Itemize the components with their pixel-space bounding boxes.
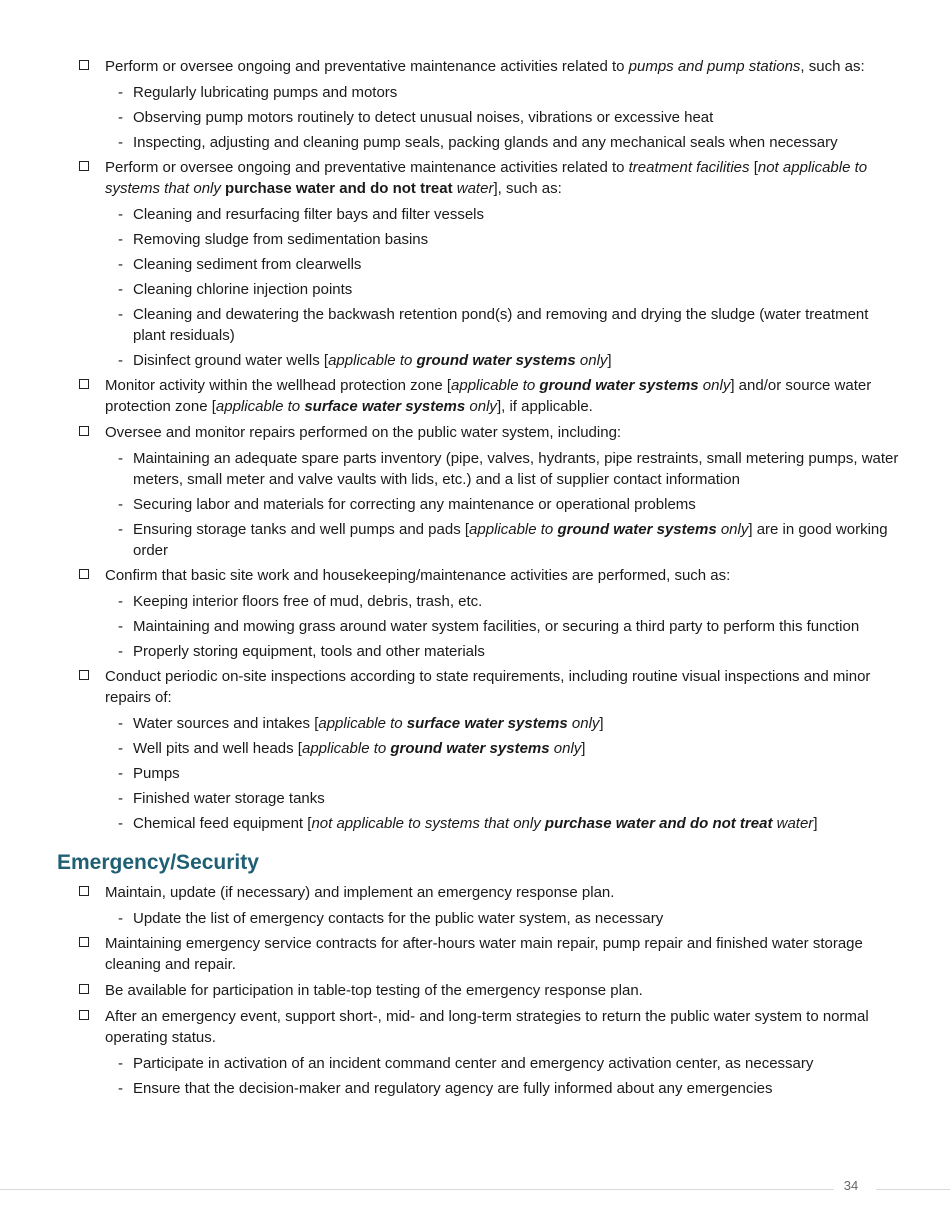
sub-item [0,1053,950,1074]
checkbox[interactable] [79,937,89,947]
item-strong: surface water systems [304,398,466,415]
item-text: After an emergency event, support short-, mid- and long-term strategies to return the public water system to normal operating status. [105,1008,869,1046]
dash-bullet: - [118,496,123,513]
dash-bullet: - [118,790,123,807]
item-strong: purchase water and do not treat [544,815,773,832]
checklist-item-after-emergency [0,1006,950,1048]
sub-item [0,519,950,561]
section-heading-emergency: Emergency/Security [57,851,259,874]
sub-item [0,107,950,128]
checkbox[interactable] [79,569,89,579]
sub-item-text: ] [813,815,818,832]
checkbox[interactable] [79,886,89,896]
sub-item-text: Participate in activation of an incident command center and emergency activation center, as necessary [133,1055,814,1072]
checklist-item-emergency-contracts [0,933,950,975]
item-text: [ [749,159,758,176]
dash-bullet: - [118,1055,123,1072]
item-emphasis: water [772,815,814,832]
checklist-item-monitor [0,375,950,417]
item-emphasis: only [465,398,497,415]
item-text: Confirm that basic site work and housekeeping/maintenance activities are performed, such as: [105,567,731,584]
item-emphasis: treatment facilities [628,159,750,176]
footer-divider [876,1189,950,1190]
item-strong: ground water systems [557,521,717,538]
item-emphasis: only [716,521,749,538]
sub-item-text: Securing labor and materials for correcting any maintenance or operational problems [133,496,696,513]
sub-item-text: Regularly lubricating pumps and motors [133,84,398,101]
dash-bullet: - [118,134,123,151]
checklist-item-emergency-plan [0,882,950,903]
checkbox[interactable] [79,1010,89,1020]
dash-bullet: - [118,84,123,101]
sub-item-text: Update the list of emergency contacts for the public water system, as necessary [133,910,664,927]
checkbox[interactable] [79,670,89,680]
item-text: Monitor activity within the wellhead protection zone [ [105,377,452,394]
sub-item-text: Well pits and well heads [ [133,740,302,757]
sub-item [0,713,950,734]
checklist-item-housekeeping [0,565,950,586]
sub-item-text: Disinfect ground water wells [ [133,352,329,369]
sub-item [0,591,950,612]
item-text: Maintaining emergency service contracts for after-hours water main repair, pump repair and finished water storage cleaning and repair. [105,935,863,973]
item-emphasis: not applicable to systems that only [105,159,868,197]
item-text: Maintain, update (if necessary) and implement an emergency response plan. [105,884,615,901]
item-emphasis: applicable to [469,521,558,538]
dash-bullet: - [118,306,123,323]
sub-item [0,763,950,784]
dash-bullet: - [118,521,123,538]
item-strong: ground water systems [539,377,699,394]
sub-item-text: Chemical feed equipment [ [133,815,312,832]
sub-item [0,279,950,300]
dash-bullet: - [118,643,123,660]
sub-item [0,254,950,275]
item-emphasis: applicable to [301,740,391,757]
item-emphasis: only [575,352,608,369]
footer-divider [0,1189,834,1190]
sub-item-text: Observing pump motors routinely to detect unusual noises, vibrations or excessive heat [133,109,714,126]
sub-item-text: Maintaining and mowing grass around water system facilities, or securing a third party to perform this function [133,618,860,635]
sub-item-text: Cleaning sediment from clearwells [133,256,362,273]
sub-item-text: Ensuring storage tanks and well pumps and pads [ [133,521,470,538]
item-strong: ground water systems [416,352,576,369]
sub-item [0,1078,950,1099]
item-emphasis: pumps and pump stations [628,58,801,75]
sub-item-text: Cleaning chlorine injection points [133,281,353,298]
item-emphasis: only [549,740,582,757]
item-text: ] and/or source water protection zone [ [105,377,872,415]
dash-bullet: - [118,715,123,732]
sub-item-text: Ensure that the decision-maker and regulatory agency are fully informed about any emergencies [133,1080,773,1097]
item-emphasis: applicable to [451,377,540,394]
dash-bullet: - [118,206,123,223]
item-emphasis: water [452,180,494,197]
sub-item [0,82,950,103]
sub-item [0,788,950,809]
dash-bullet: - [118,740,123,757]
dash-bullet: - [118,593,123,610]
checkbox[interactable] [79,60,89,70]
dash-bullet: - [118,352,123,369]
checkbox[interactable] [79,984,89,994]
dash-bullet: - [118,231,123,248]
item-emphasis: applicable to [328,352,417,369]
checklist-item-inspections [0,666,950,708]
sub-item [0,494,950,515]
checklist-item-pumps [0,56,950,77]
dash-bullet: - [118,281,123,298]
sub-item [0,908,950,929]
checklist-item-repairs [0,422,950,443]
sub-item [0,641,950,662]
item-strong: surface water systems [406,715,568,732]
sub-item [0,738,950,759]
sub-item-text: Maintaining an adequate spare parts inventory (pipe, valves, hydrants, pipe restraints, small metering pumps, water meters, small meter and valve vaults with lids, etc.) and a list of supplier contact information [133,450,899,488]
checkbox[interactable] [79,426,89,436]
item-text: Oversee and monitor repairs performed on the public water system, including: [105,424,622,441]
item-text: ], such as: [493,180,562,197]
dash-bullet: - [118,618,123,635]
sub-item-text: ] [599,715,604,732]
sub-item-text: Properly storing equipment, tools and other materials [133,643,485,660]
sub-item [0,229,950,250]
dash-bullet: - [118,450,123,467]
sub-item-text: Keeping interior floors free of mud, debris, trash, etc. [133,593,483,610]
sub-item [0,813,950,834]
sub-item [0,204,950,225]
item-strong: ground water systems [390,740,550,757]
item-emphasis: not applicable to systems that only [311,815,545,832]
dash-bullet: - [118,765,123,782]
sub-item-text: Cleaning and resurfacing filter bays and filter vessels [133,206,485,223]
sub-item-text: Pumps [133,765,180,782]
sub-item-text: ] [581,740,586,757]
item-emphasis: applicable to [318,715,407,732]
dash-bullet: - [118,910,123,927]
item-emphasis: only [698,377,731,394]
item-strong: purchase water and do not treat [225,180,453,197]
item-text: Perform or oversee ongoing and preventative maintenance activities related to [105,58,629,75]
dash-bullet: - [118,815,123,832]
checklist-item-tabletop-testing [0,980,950,1001]
sub-item [0,304,950,346]
sub-item-text: Finished water storage tanks [133,790,325,807]
item-text: Be available for participation in table-top testing of the emergency response plan. [105,982,643,999]
sub-item-text: Cleaning and dewatering the backwash retention pond(s) and removing and drying the sludge (water treatment plant residuals) [133,306,869,344]
item-text: Conduct periodic on-site inspections according to state requirements, including routine visual inspections and minor repairs of: [105,668,871,706]
sub-item-text: Inspecting, adjusting and cleaning pump seals, packing glands and any mechanical seals when necessary [133,134,838,151]
sub-item-text: ] [607,352,612,369]
item-emphasis: only [567,715,600,732]
item-emphasis: applicable to [215,398,305,415]
sub-item-text: Water sources and intakes [ [133,715,319,732]
item-text: Perform or oversee ongoing and preventative maintenance activities related to [105,159,629,176]
page-number: 34 [843,1178,859,1193]
checklist-content [0,56,950,1103]
sub-item [0,132,950,153]
sub-item [0,350,950,371]
sub-item-text: Removing sludge from sedimentation basins [133,231,429,248]
dash-bullet: - [118,1080,123,1097]
sub-item [0,448,950,490]
sub-item-text: ] are in good working order [133,521,888,559]
sub-item [0,616,950,637]
item-text: , such as: [800,58,865,75]
dash-bullet: - [118,109,123,126]
checklist-item-treatment [0,157,950,199]
checkbox[interactable] [79,379,89,389]
checkbox[interactable] [79,161,89,171]
item-text: ], if applicable. [496,398,593,415]
dash-bullet: - [118,256,123,273]
